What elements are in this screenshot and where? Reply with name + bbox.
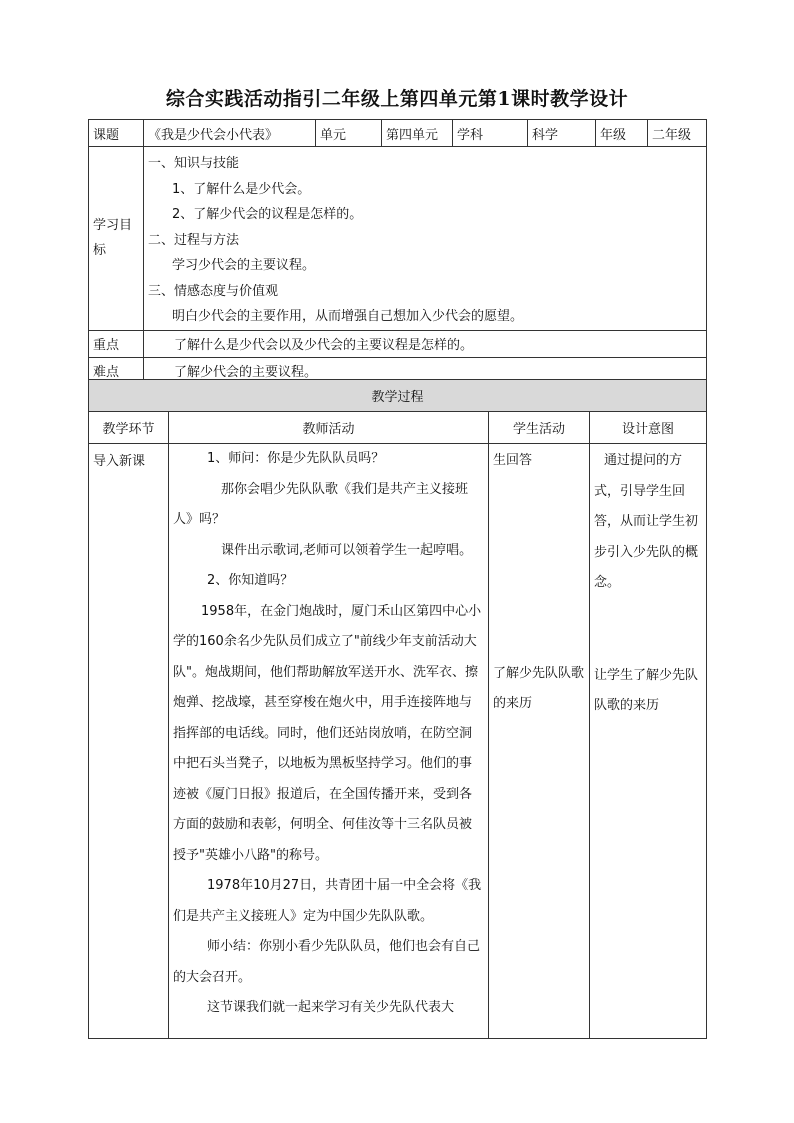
difficulty-value: 了解少代会的主要议程。 [144,357,707,384]
header-student: 学生活动 [489,412,590,444]
process-table [88,379,707,1039]
header-stage: 教学环节 [89,412,169,444]
teacher-line: 这节课我们就一起来学习有关少先队代表大 [207,1000,455,1015]
topic-value: 《我是少代会小代表》 [144,120,316,147]
header-intent: 设计意图 [590,412,707,444]
key-point-value: 了解什么是少代会以及少代会的主要议程是怎样的。 [144,330,707,357]
teacher-line: 1978年10月27日，共青团十届一中全会将《我们是共产主义接班人》定为中国少先队队歌。 [173,878,482,924]
info-row [89,120,707,147]
unit-label: 单元 [316,120,382,147]
goal-line: 2、了解少代会的议程是怎样的。 [172,207,363,222]
topic-label: 课题 [89,120,144,147]
goal-line: 二、过程与方法 [148,232,240,248]
goal-line: 学习少代会的主要议程。 [172,258,316,273]
goal-line: 三、情感态度与价值观 [148,283,279,299]
goal-line: 一、知识与技能 [148,156,240,171]
key-point-row [89,330,707,357]
stage-cell: 导入新课 [89,444,169,1039]
difficulty-label: 难点 [89,357,144,384]
intent-line: 通过提问的方式，引导学生回答，从而让学生初步引入少先队的概念。 [594,453,699,590]
goal-line: 1、了解什么是少代会。 [172,181,311,197]
process-title: 教学过程 [89,380,707,412]
subject-value: 科学 [528,120,596,147]
student-activity [489,444,590,1039]
teacher-line: 1、师问：你是少先队队员吗？ [207,451,385,466]
process-body-row [89,444,707,1039]
process-header-row [89,412,707,444]
info-table [88,119,707,385]
teacher-line: 那你会唱少先队队歌《我们是共产主义接班人》吗？ [173,481,469,527]
teacher-line: 课件出示歌词,老师可以领着学生一起哼唱。 [221,542,473,558]
unit-value: 第四单元 [382,120,453,147]
page-title: 综合实践活动指引二年级上第四单元第1课时教学设计 [165,88,629,110]
goals-label: 学习目标 [89,147,144,331]
grade-label: 年级 [596,120,648,147]
teacher-line: 师小结：你别小看少先队队员，他们也会有自己的大会召开。 [173,939,481,985]
key-point-label: 重点 [89,330,144,357]
header-teacher: 教师活动 [169,412,489,444]
goals-content [144,147,707,331]
goals-row [89,147,707,331]
grade-value: 二年级 [648,120,707,147]
teacher-activity [169,444,489,1039]
intent-line: 让学生了解少先队队歌的来历 [594,667,699,713]
goal-line: 明白少代会的主要作用，从而增强自己想加入少代会的愿望。 [172,309,524,324]
student-line: 生回答 [493,453,533,468]
student-line: 了解少先队队歌的来历 [493,665,585,711]
teacher-line: 1958年，在金门炮战时，厦门禾山区第四中心小学的160余名少先队员们成立了"前线少年支前活动大队"。炮战期间，他们帮助解放军送开水、洗军衣、擦炮弹、挖战壕，甚至穿梭在炮火中，用手连接阵地与指挥部的电话线。同时，他们还站岗放哨，在防空洞中把石头当凳子，以地板为黑板坚持学习。他们的事迹被《厦门日报》报道后，在全国传播开来，受到各方面的鼓励和表彰，何明全、何佳汝等十三名队员被授予"英雄小八路"的称号。 [173,603,482,863]
teacher-line: 2、你知道吗？ [207,573,294,588]
subject-label: 学科 [453,120,528,147]
design-intent [590,444,707,1039]
